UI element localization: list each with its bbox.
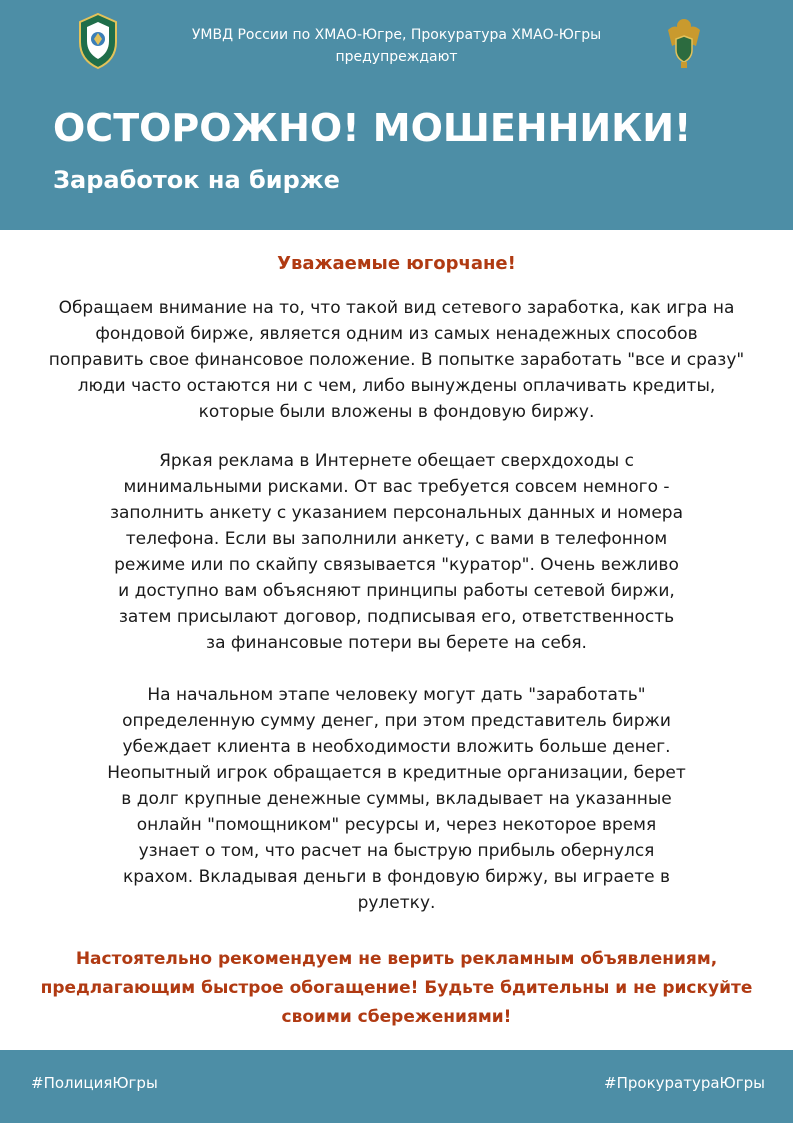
paragraph-3 bbox=[0, 682, 793, 916]
paragraph-1 bbox=[0, 295, 793, 425]
paragraph-line: затем присылают договор, подписывая его, ответственность bbox=[118, 607, 675, 627]
paragraph-line: Неопытный игрок обращается в кредитные организации, берет bbox=[107, 763, 686, 783]
warning-callout bbox=[0, 945, 793, 1032]
paragraph-line: фондовой бирже, является одним из самых ненадежных способов bbox=[95, 324, 698, 344]
paragraph-line: определенную сумму денег, при этом представитель биржи bbox=[122, 711, 671, 731]
hashtag-prosecutor-link[interactable]: #ПрокуратураЮгры bbox=[604, 1074, 765, 1092]
agencies-caption bbox=[150, 24, 643, 68]
paragraph-line: минимальными рисками. От вас требуется совсем немного - bbox=[123, 477, 670, 497]
greeting-heading: Уважаемые югорчане! bbox=[277, 253, 516, 274]
warning-line: предлагающим быстрое обогащение! Будьте бдительны и не рискуйте bbox=[40, 978, 753, 998]
prosecutor-emblem-icon bbox=[662, 12, 706, 70]
hashtag-police-link[interactable]: #ПолицияЮгры bbox=[31, 1074, 158, 1092]
agencies-line-1: УМВД России по ХМАО-Югре, Прокуратура ХМАО-Югры bbox=[191, 27, 602, 43]
paragraph-line: убеждает клиента в необходимости вложить больше денег. bbox=[122, 737, 671, 757]
paragraph-line: узнает о том, что расчет на быструю прибыль обернулся bbox=[138, 841, 655, 861]
agencies-line-2: предупреждают bbox=[335, 49, 458, 65]
paragraph-line: рулетку. bbox=[357, 893, 436, 913]
page-subtitle: Заработок на бирже bbox=[53, 166, 340, 194]
paragraph-line: заполнить анкету с указанием персональных данных и номера bbox=[109, 503, 684, 523]
paragraph-line: Яркая реклама в Интернете обещает сверхдоходы с bbox=[159, 451, 634, 471]
paragraph-line: и доступно вам объясняют принципы работы сетевой биржи, bbox=[118, 581, 675, 601]
page-title: ОСТОРОЖНО! МОШЕННИКИ! bbox=[53, 106, 692, 150]
warning-line: своими сбережениями! bbox=[281, 1007, 512, 1027]
paragraph-line: в долг крупные денежные суммы, вкладывает на указанные bbox=[121, 789, 672, 809]
paragraph-line: Обращаем внимание на то, что такой вид сетевого заработка, как игра на bbox=[58, 298, 735, 318]
footer-band bbox=[0, 1050, 793, 1123]
paragraph-line: крахом. Вкладывая деньги в фондовую биржу, вы играете в bbox=[123, 867, 670, 887]
paragraph-line: за финансовые потери вы берете на себя. bbox=[206, 633, 587, 653]
paragraph-line: люди часто остаются ни с чем, либо вынуждены оплачивать кредиты, bbox=[77, 376, 716, 396]
paragraph-line: онлайн "помощником" ресурсы и, через некоторое время bbox=[136, 815, 657, 835]
paragraph-line: телефона. Если вы заполнили анкету, с вами в телефонном bbox=[125, 529, 668, 549]
warning-line: Настоятельно рекомендуем не верить рекламным объявлениям, bbox=[75, 949, 718, 969]
paragraph-line: режиме или по скайпу связывается "куратор". Очень вежливо bbox=[114, 555, 679, 575]
paragraph-2 bbox=[0, 448, 793, 656]
paragraph-line: поправить свое финансовое положение. В попытке заработать "все и сразу" bbox=[48, 350, 745, 370]
paragraph-line: которые были вложены в фондовую биржу. bbox=[198, 402, 595, 422]
header-band bbox=[0, 0, 793, 230]
police-emblem-icon bbox=[76, 12, 120, 70]
paragraph-line: На начальном этапе человеку могут дать "заработать" bbox=[147, 685, 646, 705]
